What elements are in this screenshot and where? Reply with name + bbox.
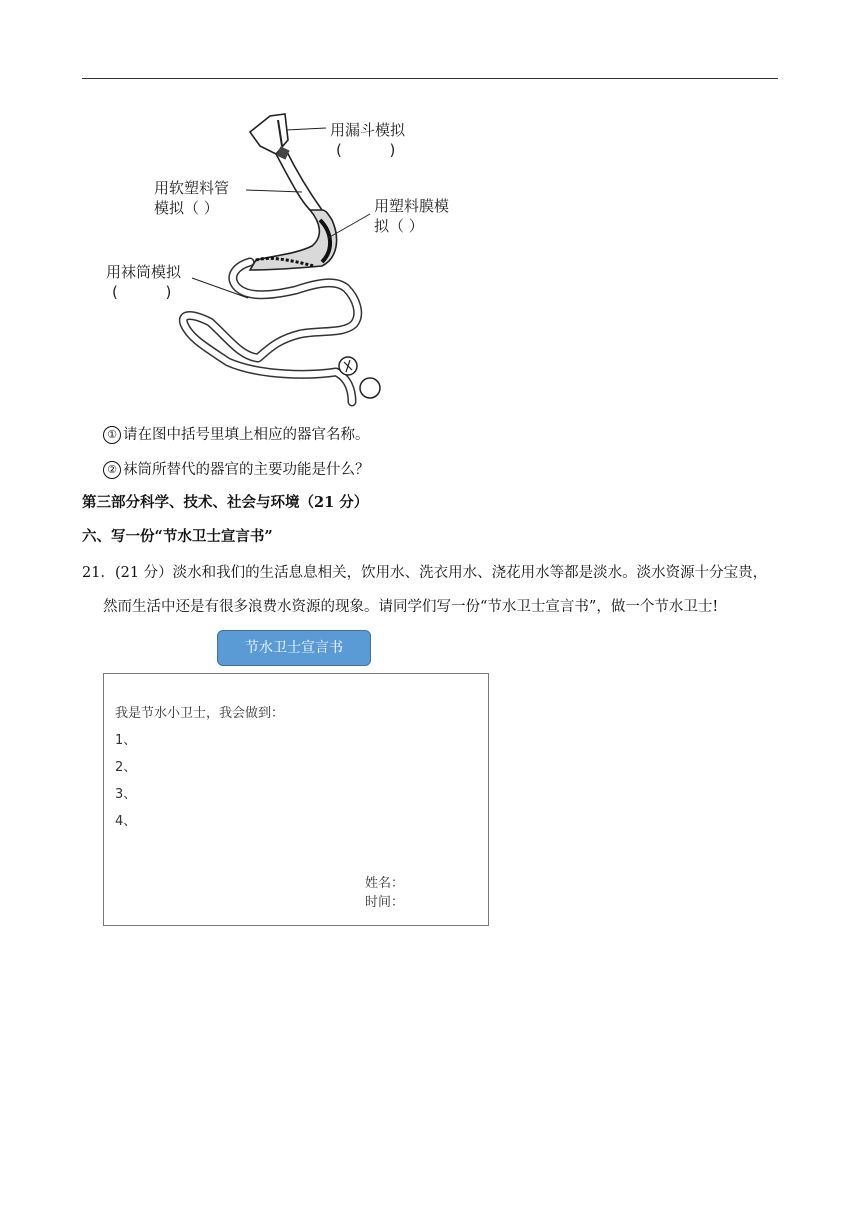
question-2-text: 袜筒所替代的器官的主要功能是什么？ <box>123 462 370 478</box>
declaration-intro: 我是节水小卫士，我会做到： <box>115 706 285 721</box>
declaration-time-field[interactable]: 时间： <box>365 895 405 910</box>
declaration-card <box>103 673 489 926</box>
tube-label: 用软塑料管 <box>154 179 230 197</box>
question-21-line-2: 然而生活中还是有很多浪费水资源的现象。请同学们写一份“节水卫士宣言书”，做一个节水卫士! <box>103 599 719 615</box>
funnel-label: 用漏斗模拟 <box>330 121 406 139</box>
digestive-model-figure <box>100 110 460 410</box>
question-2-number: ② <box>103 461 121 479</box>
question-1-text: 请在图中括号里填上相应的器官名称。 <box>123 427 370 443</box>
header-rule <box>82 78 778 79</box>
declaration-title-button: 节水卫士宣言书 <box>217 630 371 666</box>
question-2 <box>103 459 370 481</box>
funnel-blank[interactable]: ( ) <box>336 141 396 159</box>
declaration-name-field[interactable]: 姓名： <box>365 876 405 891</box>
tube-blank[interactable]: 模拟（ ） <box>154 199 219 217</box>
digestive-model-drawing <box>100 110 460 410</box>
question-1-number: ① <box>103 426 121 444</box>
declaration-item-3[interactable]: 3、 <box>115 787 137 802</box>
declaration-item-4[interactable]: 4、 <box>115 814 137 829</box>
section-3-heading: 第三部分科学、技术、社会与环境（21 分） <box>82 494 369 511</box>
film-label: 用塑料膜模 <box>374 197 450 215</box>
question-21-line-1: 21．(21 分）淡水和我们的生活息息相关，饮用水、洗衣用水、浇花用水等都是淡水。淡水资源十分宝贵， <box>82 565 768 581</box>
sock-blank[interactable]: ( ) <box>112 283 172 301</box>
section-6-heading: 六、写一份“节水卫士宣言书” <box>82 528 273 545</box>
declaration-item-1[interactable]: 1、 <box>115 733 137 748</box>
film-blank[interactable]: 拟（ ） <box>374 217 424 235</box>
question-1 <box>103 424 370 446</box>
sock-label: 用袜筒模拟 <box>106 263 182 281</box>
declaration-item-2[interactable]: 2、 <box>115 760 137 775</box>
